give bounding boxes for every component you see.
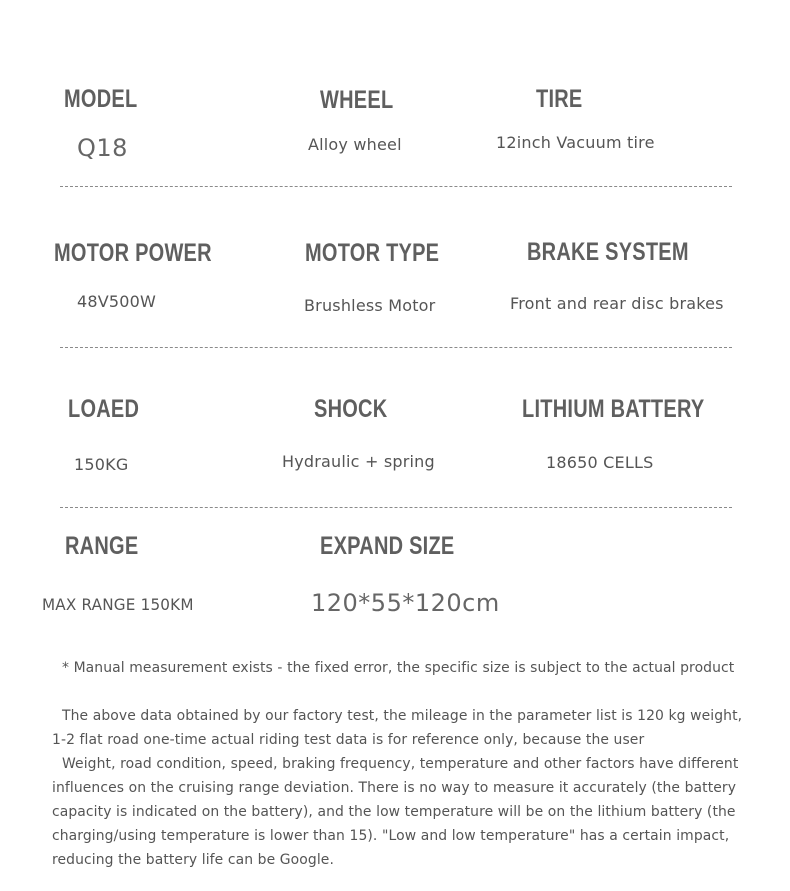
spec-value-model: Q18 — [77, 134, 128, 162]
spec-value-wheel: Alloy wheel — [308, 135, 402, 154]
spec-value-expand-size: 120*55*120cm — [311, 589, 500, 617]
spec-value-shock: Hydraulic + spring — [282, 452, 435, 471]
spec-value-motor-power: 48V500W — [77, 292, 157, 311]
spec-label-brake-system: BRAKE SYSTEM — [527, 238, 689, 266]
disclaimer-line: influences on the cruising range deviation. There is no way to measure it accurately (the battery — [52, 780, 737, 796]
spec-label-load: LOAED — [68, 395, 140, 423]
spec-value-brake-system: Front and rear disc brakes — [510, 294, 724, 313]
row-divider — [60, 186, 732, 187]
spec-label-wheel: WHEEL — [320, 86, 394, 114]
spec-label-shock: SHOCK — [314, 395, 388, 423]
measurement-note: * Manual measurement exists - the fixed error, the specific size is subject to the actual product — [62, 660, 735, 676]
spec-label-motor-type: MOTOR TYPE — [305, 239, 440, 267]
spec-value-lithium-battery: 18650 CELLS — [546, 453, 654, 472]
row-divider — [60, 507, 732, 508]
spec-label-model: MODEL — [64, 85, 138, 113]
spec-label-tire: TIRE — [536, 85, 583, 113]
spec-value-range: MAX RANGE 150KM — [42, 595, 194, 614]
disclaimer-line: The above data obtained by our factory test, the mileage in the parameter list is 120 kg weight, — [62, 708, 743, 724]
spec-value-motor-type: Brushless Motor — [304, 296, 436, 315]
spec-label-motor-power: MOTOR POWER — [54, 239, 212, 267]
spec-label-range: RANGE — [65, 532, 139, 560]
disclaimer-line: capacity is indicated on the battery), and the low temperature will be on the lithium battery (the — [52, 804, 736, 820]
spec-value-tire: 12inch Vacuum tire — [496, 133, 655, 152]
spec-value-load: 150KG — [74, 455, 129, 474]
disclaimer-line: Weight, road condition, speed, braking frequency, temperature and other factors have different — [62, 756, 739, 772]
disclaimer-line: charging/using temperature is lower than 15). "Low and low temperature" has a certain impact, — [52, 828, 730, 844]
row-divider — [60, 347, 732, 348]
disclaimer-line: reducing the battery life can be Google. — [52, 852, 334, 868]
spec-label-expand-size: EXPAND SIZE — [320, 532, 455, 560]
spec-label-lithium-battery: LITHIUM BATTERY — [522, 395, 705, 423]
disclaimer-line: 1-2 flat road one-time actual riding test data is for reference only, because the user — [52, 732, 645, 748]
